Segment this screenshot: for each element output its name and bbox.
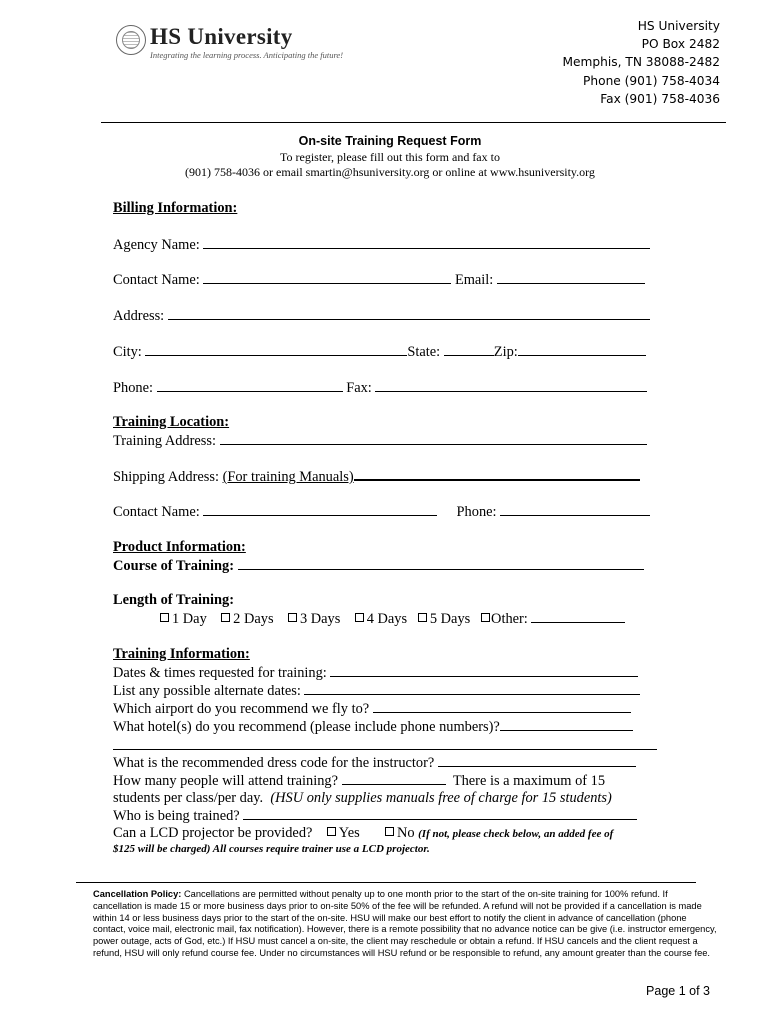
length-option-label: 4 Days [366,611,408,627]
per-class-text: students per class/per day. [113,790,264,806]
address-field[interactable] [168,306,650,320]
training-heading: Training Information: [113,646,250,662]
logo-name: HS University [150,24,293,49]
phone-field[interactable] [157,378,343,392]
contact-label: Contact Name: [113,272,200,288]
people-field[interactable] [342,771,446,785]
location-heading: Training Location: [113,414,230,430]
location-contact-label: Contact Name: [113,504,200,520]
cancellation-policy [93,889,718,960]
fax-field[interactable] [375,378,647,392]
shipping-field[interactable] [354,466,640,481]
contact-row [113,270,645,289]
airport-label: Which airport do you recommend we fly to? [113,701,370,717]
airport-field[interactable] [373,699,631,713]
dress-row [113,753,636,772]
length-other-label: Other: [491,611,528,627]
location-phone-field[interactable] [500,502,650,516]
trainee-row [113,806,637,825]
fax-label: Fax: [346,380,372,396]
dates-row [113,663,638,682]
lcd-label: Can a LCD projector be provided? [113,825,313,841]
training-address-label: Training Address: [113,433,217,449]
zip-field[interactable] [518,342,646,356]
length-label: Length of Training: [113,592,235,608]
location-contact-field[interactable] [203,502,437,516]
trainee-label: Who is being trained? [113,808,240,824]
lcd-no-checkbox[interactable] [385,827,394,836]
address-line: Phone (901) 758-4034 [583,73,720,88]
address-label: Address: [113,308,165,324]
zip-label: Zip: [493,344,518,360]
hotel-label: What hotel(s) do you recommend (please include phone numbers)? [113,719,500,735]
contact-field[interactable] [203,270,451,284]
phone-row [113,378,647,397]
address-line: HS University [637,19,720,33]
course-label: Course of Training: [113,558,234,574]
manuals-note: (HSU only supplies manuals free of charge for 15 students) [270,790,612,806]
lcd-yes-checkbox[interactable] [327,827,336,836]
lcd-yes-label: Yes [338,825,360,841]
length-options [160,609,625,628]
people-label: How many people will attend training? [113,773,338,789]
email-field[interactable] [497,270,645,284]
people-row [113,771,605,790]
hotel-field-line-2[interactable] [113,736,657,750]
address-line: Memphis, TN 38088-2482 [562,55,720,70]
length-option-label: 5 Days [429,611,471,627]
lcd-note-1: (If not, please check below, an added fee of [418,828,614,840]
course-row [113,556,644,575]
product-heading: Product Information: [113,539,246,555]
phone-label: Phone: [113,380,153,396]
hotel-field[interactable] [500,717,633,731]
length-3-days-checkbox[interactable] [288,613,297,622]
dates-label: Dates & times requested for training: [113,665,327,681]
intro-line-1: To register, please fill out this form and fax to [280,150,500,164]
length-4-days-checkbox[interactable] [355,613,364,622]
alt-dates-row [113,681,640,700]
state-label: State: [407,344,441,360]
billing-heading: Billing Information: [113,200,238,216]
email-label: Email: [454,272,494,288]
city-label: City: [113,344,142,360]
training-address-row [113,431,647,450]
shipping-label: Shipping Address: [113,469,219,485]
length-option-label: 1 Day [172,611,207,627]
length-other-field[interactable] [531,609,625,623]
length-1-day-checkbox[interactable] [160,613,169,622]
alt-dates-label: List any possible alternate dates: [113,683,301,699]
trainee-field[interactable] [243,806,637,820]
length-other-checkbox[interactable] [481,613,490,622]
intro-line-2: (901) 758-4036 or email smartin@hsuniversity.org or online at www.hsuniversity.org [185,165,595,179]
cancellation-divider [76,882,696,883]
per-class-row [113,789,612,807]
address-line: Fax (901) 758-4036 [600,91,720,106]
length-option-label: 2 Days [233,611,274,627]
shipping-row [113,466,640,486]
location-phone-label: Phone: [456,504,497,520]
length-5-days-checkbox[interactable] [418,613,427,622]
university-seal-logo [116,25,146,55]
address-line: PO Box 2482 [641,37,720,52]
course-field[interactable] [238,556,644,570]
airport-row [113,699,631,718]
logo-tagline: Integrating the learning process. Anticipating the future! [150,50,344,60]
agency-field[interactable] [203,235,650,249]
header-divider [101,122,726,123]
state-field[interactable] [444,342,494,356]
shipping-note: (For training Manuals) [222,469,354,485]
agency-label: Agency Name: [113,237,200,253]
dress-field[interactable] [438,753,636,767]
length-2-days-checkbox[interactable] [221,613,230,622]
length-option-label: 3 Days [299,611,341,627]
form-title: On-site Training Request Form [298,134,482,148]
training-address-field[interactable] [220,431,647,445]
agency-row [113,235,650,254]
max-text: There is a maximum of 15 [452,773,606,789]
address-block [563,17,720,108]
page-number: Page 1 of 3 [646,984,710,998]
dress-label: What is the recommended dress code for the instructor? [113,755,435,771]
address-row [113,306,650,325]
alt-dates-field[interactable] [304,681,640,695]
location-contact-row [113,502,650,521]
hotel-row [113,717,633,736]
lcd-no-label: No [396,825,415,841]
cancellation-text: Cancellations are permitted without penalty up to one month prior to the start of the on-site training for 100% refund. If cancellation is made 15 or more business days prior to on-site 50% of the fee will be refunded. A refund will not be provided if a cancellation is made within 14 or less business days prior to the start of the on-site. HSU will make our best effort to notify the client in advance of cancellation (phone contact, voice mail, electronic mail, fax notification). However, there is a remote possibility that no advance notice can be give (i.e. instructor emergency, power outage, acts of God, etc.) If HSU must cancel a on-site, the client may reschedule or obtain a refund. If HSU cancels and the client request a refund, HSU will only refund course fee. Under no circumstances will HSU refund or be responsible to refund, any amount greater than the course fee. [93,889,717,958]
city-field[interactable] [145,342,407,356]
lcd-note-2: $125 will be charged) All courses require trainer use a LCD projector. [113,843,430,855]
city-row [113,342,646,361]
dates-field[interactable] [330,663,638,677]
cancellation-label: Cancellation Policy: [93,889,182,899]
